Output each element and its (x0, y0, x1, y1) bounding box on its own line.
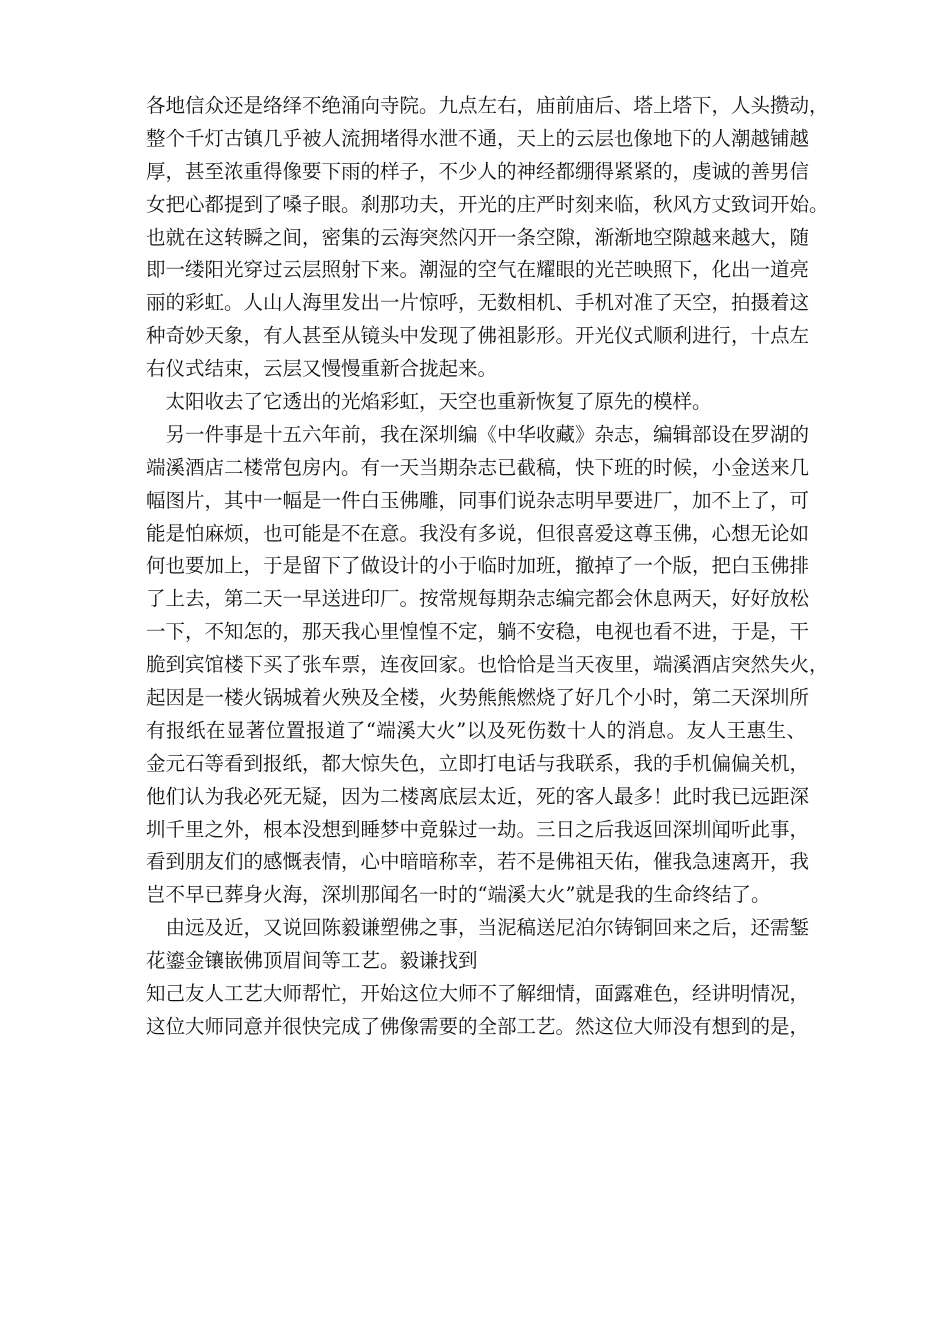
text-line: 由远及近，又说回陈毅谦塑佛之事，当泥稿送尼泊尔铸铜回来之后，还需錾 (146, 916, 810, 940)
text-line: 端溪酒店二楼常包房内。有一天当期杂志已截稿，快下班的时候，小金送来几 (146, 455, 810, 479)
text-line: 圳千里之外，根本没想到睡梦中竟躲过一劫。三日之后我返回深圳闻听此事， (146, 817, 810, 841)
text-line: 岂不早已葬身火海，深圳那闻名一时的“端溪大火”就是我的生命终结了。 (146, 883, 771, 907)
text-line: 有报纸在显著位置报道了“端溪大火”以及死伤数十人的消息。友人王惠生、 (146, 718, 806, 742)
text-line: 起因是一楼火锅城着火殃及全楼，火势熊熊燃烧了好几个小时，第二天深圳所 (146, 686, 810, 710)
text-line: 一下，不知怎的，那天我心里惶惶不定，躺不安稳，电视也看不进，于是，干 (146, 620, 810, 644)
text-line: 了上去，第二天一早送进印厂。按常规每期杂志编完都会休息两天，好好放松 (146, 587, 810, 611)
body-text (146, 90, 829, 1044)
text-line: 另一件事是十五六年前，我在深圳编《中华收藏》杂志，编辑部设在罗湖的 (146, 422, 810, 446)
text-line: 能是怕麻烦，也可能是不在意。我没有多说，但很喜爱这尊玉佛，心想无论如 (146, 521, 810, 545)
text-line: 各地信众还是络绎不绝涌向寺院。九点左右，庙前庙后、塔上塔下，人头攒动， (146, 94, 829, 117)
text-line: 女把心都提到了嗓子眼。刹那功夫，开光的庄严时刻来临，秋风方丈致词开始。 (146, 192, 829, 216)
text-line: 金元石等看到报纸，都大惊失色，立即打电话与我联系，我的手机偏偏关机， (146, 751, 810, 775)
text-line: 丽的彩虹。人山人海里发出一片惊呼，无数相机、手机对准了天空，拍摄着这 (146, 291, 810, 315)
text-line: 看到朋友们的感慨表情，心中暗暗称幸，若不是佛祖天佑，催我急速离开，我 (146, 850, 810, 874)
text-line: 他们认为我必死无疑，因为二楼离底层太近，死的客人最多！此时我已远距深 (146, 784, 810, 808)
text-line: 厚，甚至浓重得像要下雨的样子，不少人的神经都绷得紧紧的，虔诚的善男信 (146, 159, 810, 183)
text-line: 右仪式结束，云层又慢慢重新合拢起来。 (146, 357, 498, 381)
text-line: 也就在这转瞬之间，密集的云海突然闪开一条空隙，渐渐地空隙越来越大，随 (146, 225, 810, 249)
text-line: 即一缕阳光穿过云层照射下来。潮湿的空气在耀眼的光芒映照下，化出一道亮 (146, 258, 810, 282)
text-line: 整个千灯古镇几乎被人流拥堵得水泄不通，天上的云层也像地下的人潮越铺越 (146, 126, 810, 150)
text-line: 太阳收去了它透出的光焰彩虹，天空也重新恢复了原先的模样。 (146, 390, 712, 414)
text-line: 幅图片，其中一幅是一件白玉佛雕，同事们说杂志明早要进厂，加不上了，可 (146, 488, 810, 512)
text-line: 知己友人工艺大师帮忙，开始这位大师不了解细情，面露难色，经讲明情况， (146, 982, 810, 1006)
text-line: 花鎏金镶嵌佛顶眉间等工艺。毅谦找到 (146, 949, 478, 973)
text-line: 这位大师同意并很快完成了佛像需要的全部工艺。然这位大师没有想到的是， (146, 1014, 810, 1038)
text-line: 何也要加上，于是留下了做设计的小于临时加班，撤掉了一个版，把白玉佛排 (146, 554, 810, 578)
text-line: 脆到宾馆楼下买了张车票，连夜回家。也恰恰是当天夜里，端溪酒店突然失火， (146, 653, 829, 677)
text-line: 种奇妙天象，有人甚至从镜头中发现了佛祖影形。开光仪式顺利进行，十点左 (146, 324, 810, 348)
